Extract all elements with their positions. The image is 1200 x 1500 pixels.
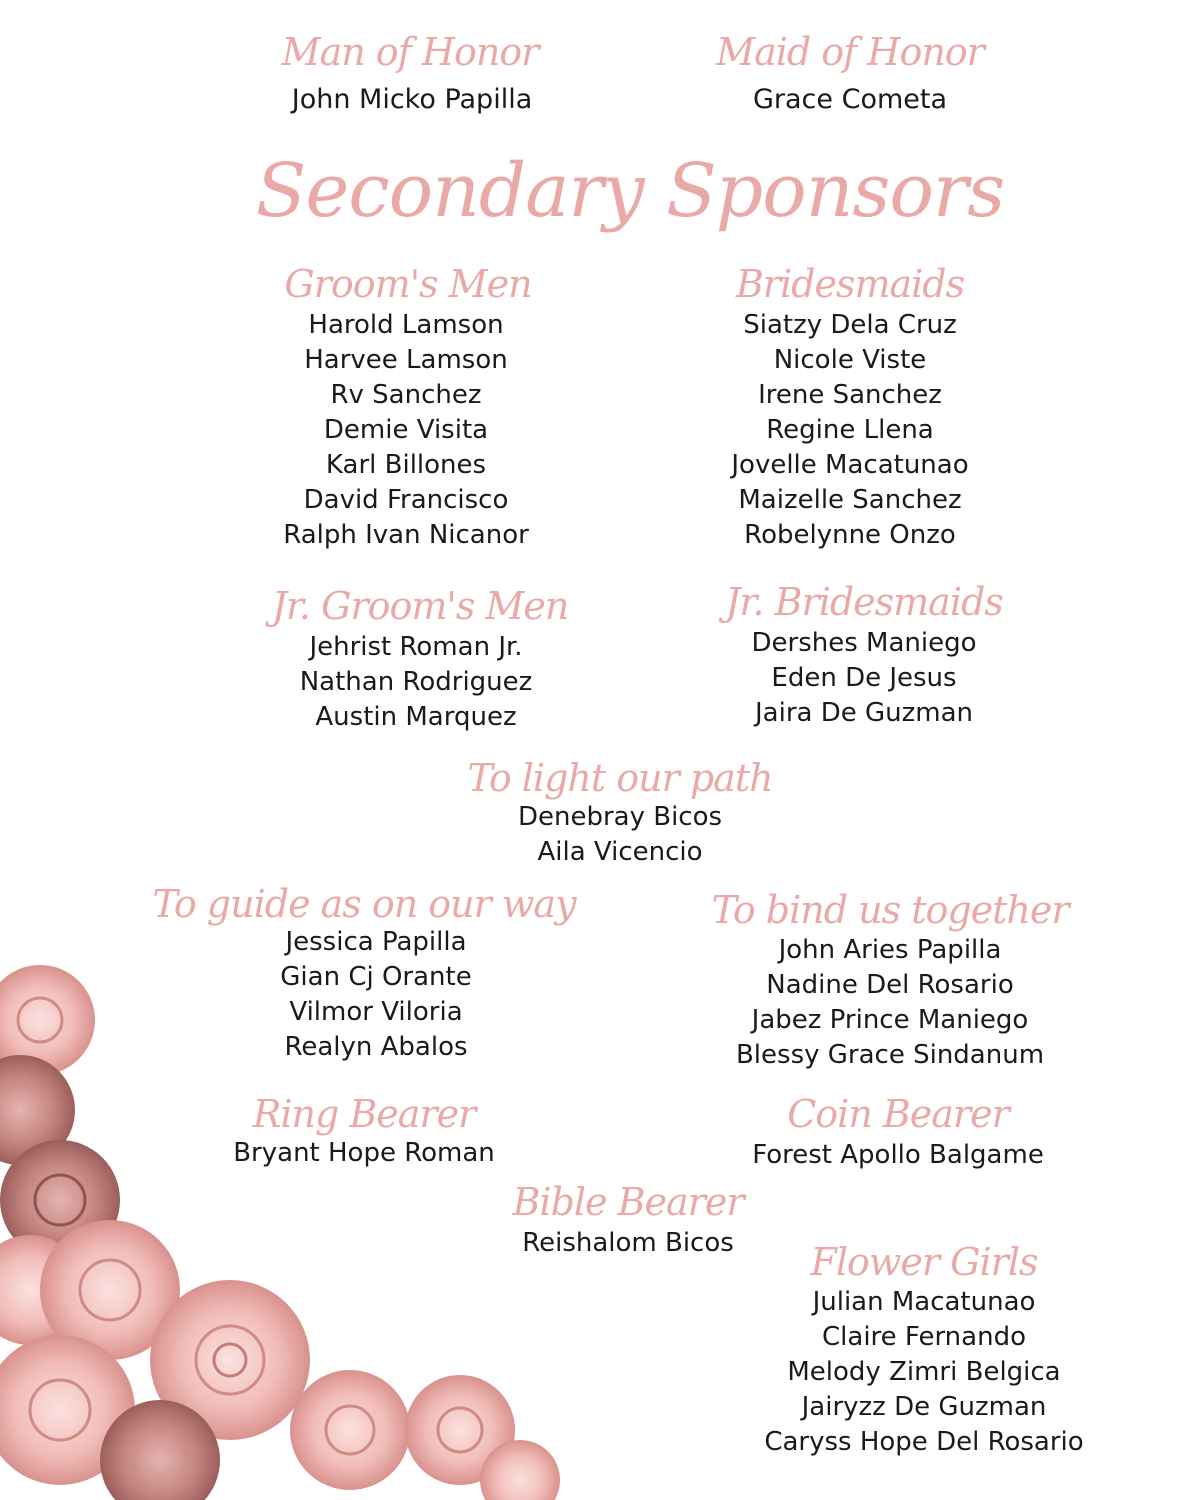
list-item: Siatzy Dela Cruz: [743, 310, 957, 340]
list-item: Jessica Papilla: [285, 927, 467, 957]
list-item: Realyn Abalos: [284, 1032, 468, 1062]
list-item: Claire Fernando: [822, 1322, 1026, 1352]
grooms-men-list: [283, 308, 529, 553]
list-item: Jovelle Macatunao: [731, 450, 969, 480]
list-item: Jehrist Roman Jr.: [309, 632, 523, 662]
list-item: Regine Llena: [766, 415, 934, 445]
list-item: Jaira De Guzman: [754, 698, 974, 728]
list-item: Irene Sanchez: [758, 380, 942, 410]
man-of-honor-name: John Micko Papilla: [291, 84, 533, 115]
maid-of-honor-name: Grace Cometa: [752, 84, 948, 115]
coin-bearer-title: Coin Bearer: [787, 1092, 1009, 1136]
list-item: John Aries Papilla: [778, 935, 1002, 965]
bind-us-list: [736, 933, 1044, 1073]
list-item: Nicole Viste: [773, 345, 927, 375]
light-our-path-title: To light our path: [467, 756, 773, 800]
jr-bridesmaids-title: Jr. Bridesmaids: [725, 580, 1003, 624]
list-item: Blessy Grace Sindanum: [735, 1040, 1045, 1070]
list-item: Jairyzz De Guzman: [801, 1392, 1047, 1422]
list-item: Nadine Del Rosario: [766, 970, 1014, 1000]
list-item: Maizelle Sanchez: [738, 485, 962, 515]
list-item: Eden De Jesus: [771, 663, 957, 693]
list-item: Nathan Rodriguez: [299, 667, 533, 697]
coin-bearer-name: Forest Apollo Balgame: [752, 1140, 1044, 1170]
list-item: Harvee Lamson: [304, 345, 508, 375]
jr-grooms-men-list: [300, 630, 533, 735]
page-title: Secondary Sponsors: [255, 148, 1005, 234]
bridesmaids-list: [731, 308, 968, 553]
list-item: David Francisco: [303, 485, 509, 515]
list-item: Harold Lamson: [308, 310, 504, 340]
list-item: Caryss Hope Del Rosario: [764, 1427, 1084, 1457]
list-item: Demie Visita: [323, 415, 489, 445]
bind-us-title: To bind us together: [711, 888, 1069, 932]
list-item: Denebray Bicos: [517, 802, 723, 832]
ring-bearer-name: Bryant Hope Roman: [233, 1138, 495, 1168]
bible-bearer-name: Reishalom Bicos: [522, 1228, 734, 1258]
bible-bearer-title: Bible Bearer: [512, 1180, 744, 1224]
flower-girls-list: [764, 1285, 1083, 1460]
list-item: Jabez Prince Maniego: [751, 1005, 1029, 1035]
list-item: Melody Zimri Belgica: [787, 1357, 1061, 1387]
grooms-men-title: Groom's Men: [284, 262, 532, 306]
list-item: Karl Billones: [325, 450, 487, 480]
guide-us-list: [280, 925, 471, 1065]
list-item: Aila Vicencio: [537, 837, 703, 867]
list-item: Robelynne Onzo: [744, 520, 956, 550]
man-of-honor-title: Man of Honor: [281, 30, 539, 74]
jr-grooms-men-title: Jr. Groom's Men: [271, 584, 569, 628]
light-our-path-list: [518, 800, 722, 870]
ring-bearer-title: Ring Bearer: [252, 1092, 476, 1136]
bridesmaids-title: Bridesmaids: [735, 262, 965, 306]
list-item: Dershes Maniego: [751, 628, 977, 658]
list-item: Vilmor Viloria: [289, 997, 463, 1027]
guide-us-title: To guide as on our way: [152, 882, 576, 926]
list-item: Julian Macatunao: [812, 1287, 1036, 1317]
list-item: Gian Cj Orante: [280, 962, 472, 992]
list-item: Rv Sanchez: [330, 380, 482, 410]
list-item: Austin Marquez: [315, 702, 517, 732]
jr-bridesmaids-list: [751, 626, 976, 731]
flower-girls-title: Flower Girls: [810, 1240, 1038, 1284]
maid-of-honor-title: Maid of Honor: [716, 30, 984, 74]
list-item: Ralph Ivan Nicanor: [283, 520, 529, 550]
